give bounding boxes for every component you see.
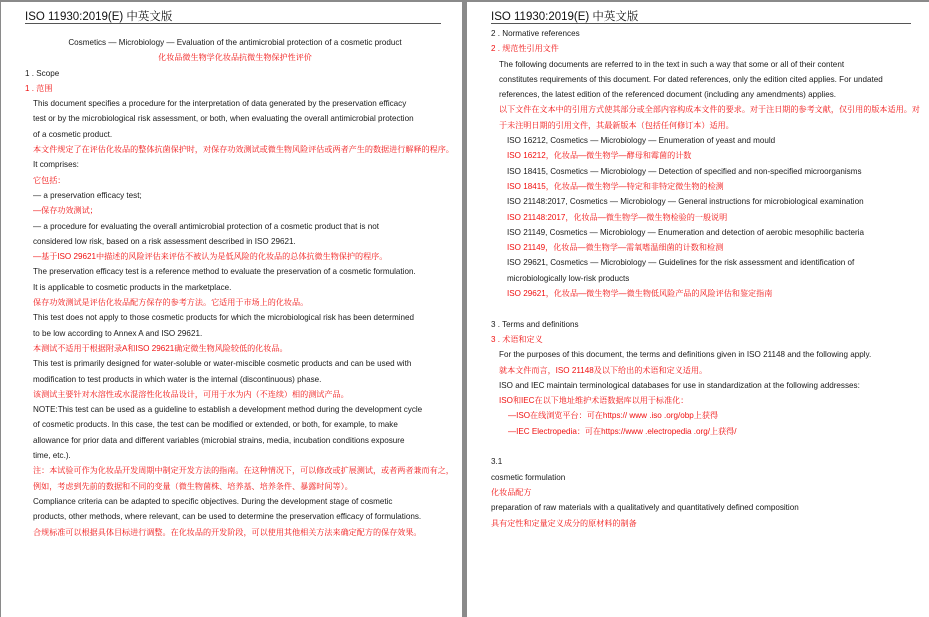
- paragraph-line-en: modification to test products in which water is the internal (discontinuous) phase.: [33, 374, 322, 384]
- reference-line-zh: ISO 21149，化妆品—微生物学—需氧嗜温细菌的计数和检测: [507, 243, 724, 253]
- document-title-en: Cosmetics — Microbiology — Evaluation of the antimicrobial protection of a cosmetic product: [68, 38, 402, 47]
- database-link-line-zh: —ISO在线浏览平台：可在https:// www .iso .org/obp上获得: [508, 411, 719, 421]
- header-divider: [25, 23, 441, 24]
- paragraph-line-en: constitutes requirements of this document. For dated references, only the edition cited applies. For undated: [499, 74, 883, 84]
- reference-line-en: ISO 16212, Cosmetics — Microbiology — Enumeration of yeast and mould: [507, 136, 776, 146]
- paragraph-line-zh: 合规标准可以根据具体目标进行调整。在化妆品的开发阶段，可以使用其他相关方法来确定配方的保存效果。: [33, 527, 422, 537]
- paragraph-line-en: test or by the microbiological risk assessment, or both, when evaluating the overall antimicrobial protection: [33, 114, 414, 124]
- paragraph-line-en: ISO and IEC maintain terminological databases for use in standardization at the following addresses:: [499, 380, 860, 390]
- paragraph-line-zh: 本测试不适用于根据附录A和ISO 29621确定微生物风险较低的化妆品。: [33, 343, 288, 353]
- paragraph-line-en: of a cosmetic product.: [33, 129, 113, 139]
- normative-intro: [491, 57, 920, 133]
- section-heading-en: 1 . Scope: [25, 68, 60, 78]
- paragraph-line-en: Compliance criteria can be adapted to specific objectives. During the development stage of cosmetic: [33, 496, 393, 506]
- page-content: [491, 26, 920, 531]
- paragraph-line-zh: —保存功效测试；: [33, 206, 98, 216]
- paragraph-line-en: It comprises:: [33, 160, 79, 170]
- reference-line-zh: ISO 18415，化妆品—微生物学—特定和非特定微生物的检测: [507, 181, 724, 191]
- paragraph-line-zh: ISO和IEC在以下地址维护术语数据库以用于标准化：: [499, 396, 689, 406]
- paragraph-line-zh: 就本文件而言，ISO 21148及以下给出的术语和定义适用。: [499, 365, 708, 375]
- reference-line-en: ISO 21148:2017, Cosmetics — Microbiology — General instructions for microbiological examination: [507, 197, 864, 207]
- paragraph-line-en: This test is primarily designed for water-soluble or water-miscible cosmetic products and can be used with: [33, 359, 412, 369]
- paragraph-line-en: This test does not apply to those cosmetic products for which the microbiological risk has been determined: [33, 313, 415, 323]
- reference-line-zh: ISO 21148:2017，化妆品—微生物学—微生物检验的一般说明: [507, 212, 728, 222]
- section-heading-en: 3 . Terms and definitions: [491, 319, 579, 329]
- document-page-right: [467, 2, 929, 617]
- section-heading-zh: 1 . 范围: [25, 83, 53, 93]
- reference-line-en: ISO 18415, Cosmetics — Microbiology — Detection of specified and non-specified microorganisms: [507, 166, 862, 176]
- term-name-en: cosmetic formulation: [491, 472, 566, 482]
- term-number: 3.1: [491, 457, 503, 467]
- paragraph-line-zh: —基于ISO 29621中描述的风险评估来评估不被认为是低风险的化妆品的总体抗微生物保护的程序。: [33, 252, 388, 262]
- reference-line-zh: ISO 16212，化妆品—微生物学—酵母和霉菌的计数: [507, 151, 692, 161]
- paragraph-line-en: It is applicable to cosmetic products in the marketplace.: [33, 282, 232, 292]
- paragraph-line-zh: 例如，考虑到先前的数据和不同的变量（微生物菌株、培养基、培养条件、暴露时间等）。: [33, 481, 353, 491]
- term-definition-en: preparation of raw materials with a qualitatively and quantitatively defined composition: [491, 503, 799, 513]
- paragraph-line-en: products, other methods, where relevant, can be used to determine the preservation efficacy of formulations.: [33, 512, 422, 522]
- paragraph-line-en: allowance for prior data and different variables (microbial strains, media, incubation conditions exposure: [33, 435, 405, 445]
- reference-list: [491, 133, 911, 301]
- paragraph-line-en: This document specifies a procedure for the interpretation of data generated by the preservation efficacy: [33, 99, 407, 109]
- database-link-line-zh: —IEC Electropedia：可在https://www .electropedia .org/上获得/: [508, 426, 737, 436]
- section-heading-en: 2 . Normative references: [491, 29, 580, 38]
- document-title-zh: 化妆品微生物学化妆品抗微生物保护性评价: [158, 53, 312, 63]
- paragraph-line-en: to be low according to Annex A and ISO 29621.: [33, 328, 203, 338]
- paragraph-line-zh: 它包括：: [33, 175, 66, 185]
- term-name-zh: 化妆品配方: [491, 487, 532, 497]
- section-heading-zh: 3 . 术语和定义: [491, 334, 543, 344]
- paragraph-line-zh: 以下文件在文本中的引用方式使其部分或全部内容构成本文件的要求。对于注日期的参考文献，仅引用的版本适用。对: [499, 105, 920, 115]
- terms-intro: [491, 347, 911, 408]
- paragraph-line-en: NOTE:This test can be used as a guideline to establish a development method during the development cycle: [33, 405, 423, 415]
- reference-line-en: ISO 21149, Cosmetics — Microbiology — Enumeration and detection of aerobic mesophilic bacteria: [507, 227, 865, 237]
- paragraph-line-zh: 该测试主要针对水溶性或水混溶性化妆品设计，可用于水为内（不连续）相的测试产品。: [33, 389, 349, 399]
- reference-line-en: ISO 29621, Cosmetics — Microbiology — Guidelines for the risk assessment and identification of: [507, 258, 855, 268]
- reference-line-zh: ISO 29621，化妆品—微生物学—微生物低风险产品的风险评估和鉴定指南: [507, 289, 773, 299]
- paragraph-line-en: of cosmetic products. In this case, the test can be modified or extended, or both, for example, to make: [33, 420, 398, 430]
- paragraph-line-en: — a preservation efficacy test;: [33, 190, 142, 200]
- header-divider: [491, 23, 911, 24]
- page-content: [25, 35, 454, 540]
- paragraph-line-en: For the purposes of this document, the terms and definitions given in ISO 21148 and the following apply.: [499, 350, 872, 360]
- paragraph-line-zh: 注：本试验可作为化妆品开发周期中制定开发方法的指南。在这种情况下，可以修改或扩展测试，或者两者兼而有之，: [33, 466, 454, 476]
- page-header: ISO 11930:2019(E) 中英文版: [25, 11, 173, 23]
- paragraph-line-en: time, etc.).: [33, 451, 71, 461]
- paragraph-line-en: The preservation efficacy test is a reference method to evaluate the preservation of a cosmetic formulation.: [33, 267, 416, 277]
- document-page-left: [1, 2, 462, 617]
- paragraph-line-en: The following documents are referred to in the text in such a way that some or all of their content: [499, 59, 845, 69]
- terminology-database-links: [491, 408, 911, 439]
- paragraph-line-zh: 本文件规定了在评估化妆品的整体抗菌保护时，对保存功效测试或微生物风险评估或两者产生的数据进行解释的程序。: [33, 145, 454, 155]
- section-heading-zh: 2 . 规范性引用文件: [491, 44, 559, 54]
- scope-paragraphs: [25, 96, 454, 540]
- term-definition-zh: 具有定性和定量定义成分的原材料的制备: [491, 518, 637, 528]
- paragraph-line-zh: 于未注明日期的引用文件，其最新版本（包括任何修订本）适用。: [499, 120, 734, 130]
- paragraph-line-en: references, the latest edition of the referenced document (including any amendments) applies.: [499, 90, 836, 100]
- paragraph-line-en: considered low risk, based on a risk assessment described in ISO 29621.: [33, 236, 296, 246]
- reference-line-en: microbiologically low-risk products: [507, 273, 630, 283]
- paragraph-line-en: — a procedure for evaluating the overall antimicrobial protection of a cosmetic product that is not: [33, 221, 379, 231]
- page-header: ISO 11930:2019(E) 中英文版: [491, 11, 639, 23]
- paragraph-line-zh: 保存功效测试是评估化妆品配方保存的参考方法。它适用于市场上的化妆品。: [33, 298, 309, 308]
